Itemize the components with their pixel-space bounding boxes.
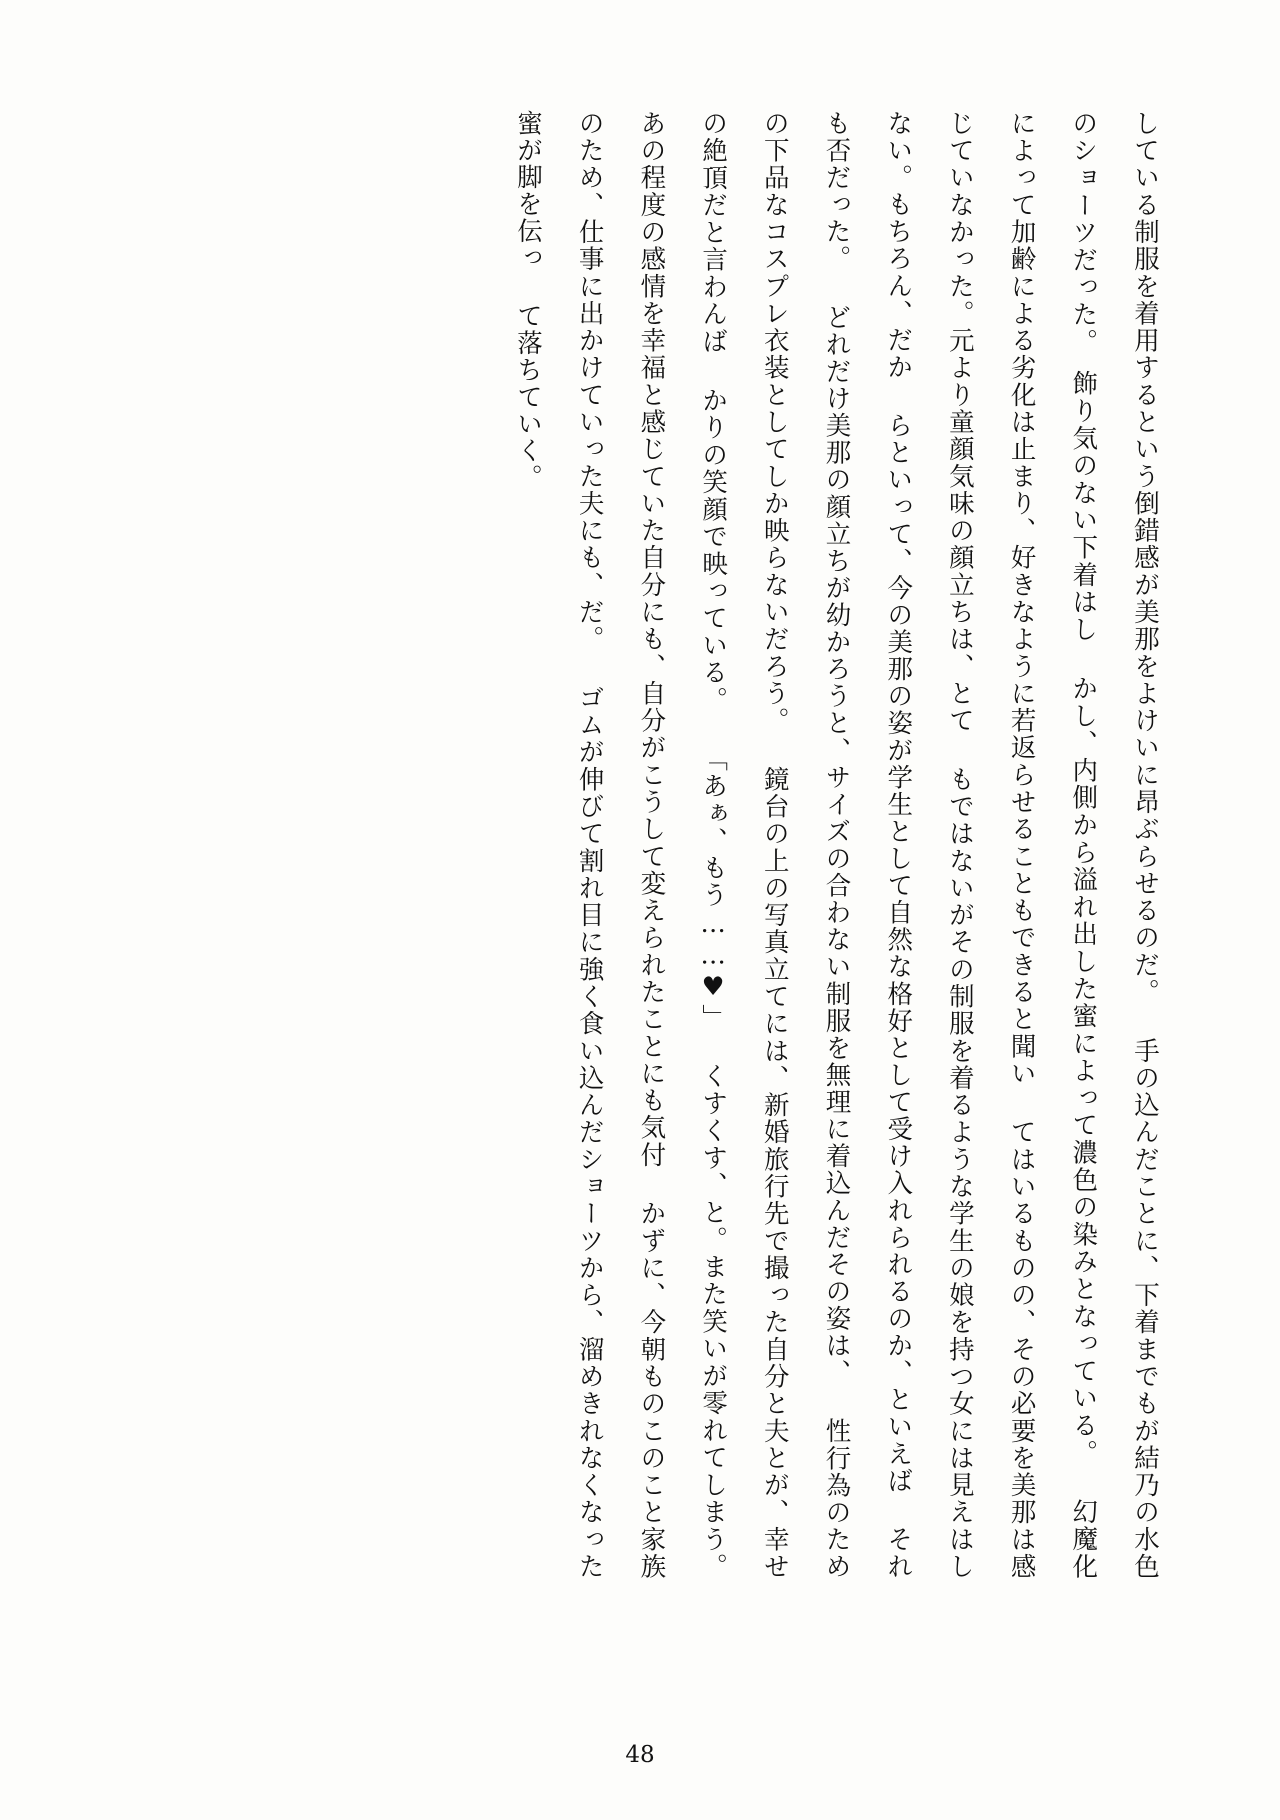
body-paragraph: している制服を着用するという倒錯感が美那をよけいに昂ぶらせるのだ。 手の込んだことに、下着までもが結乃の水色のショーツだった。 飾り気のない下着はし かし、内側から溢れ出した蜜によって濃色の染みとなっている。 幻魔化によって加齢による劣化は止まり、好きなように若返らせることもできると聞い てはいるものの、その必要を美那は感じていなかった。元より童顔気味の顔立ちは、とて もではないがその制服を着るような学生の娘を持つ女には見えはしない。もちろん、だか らといって、今の美那の姿が学生として自然な格好として受け入れられるのか、といえば それも否だった。 どれだけ美那の顔立ちが幼かろうと、サイズの合わない制服を無理に着込んだその姿は、 性行為のための下品なコスプレ衣装としてしか映らないだろう。 鏡台の上の写真立てには、新婚旅行先で撮った自分と夫とが、幸せの絶頂だと言わんば かりの笑顔で映っている。 「あぁ、もう……♥」 くすくす、と。また笑いが零れてしまう。 あの程度の感情を幸福と感じていた自分にも、自分がこうして変えられたことにも気付 かずに、今朝ものこのこと家族のため、仕事に出かけていった夫にも、だ。 ゴムが伸びて割れ目に強く食い込んだショーツから、溜めきれなくなった蜜が脚を伝っ て落ちていく。 xyxy=(512,110,1160,1580)
page-body-text xyxy=(150,110,1175,1580)
page-number: 48 xyxy=(625,1742,655,1768)
